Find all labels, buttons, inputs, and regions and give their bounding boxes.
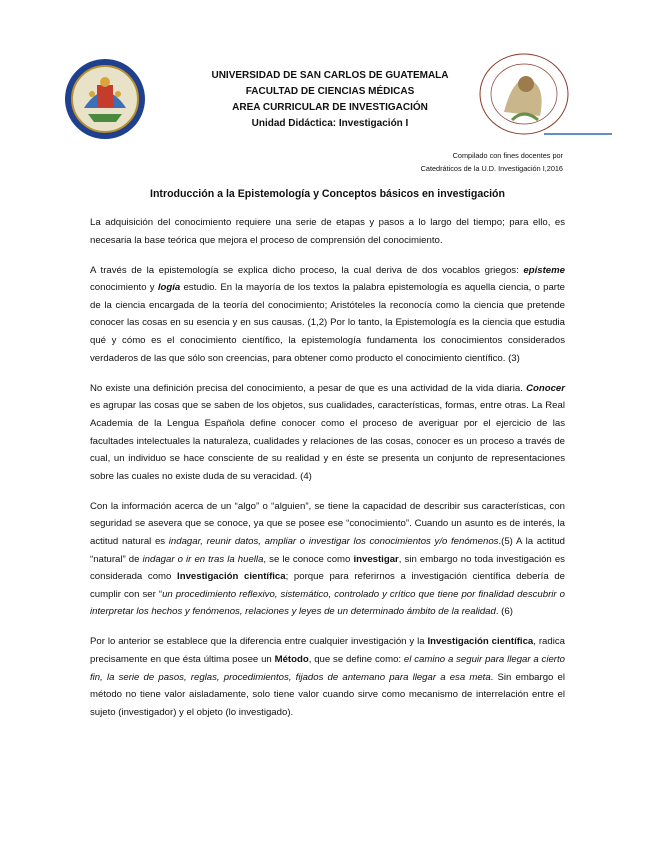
term-investigacion-cientifica: Investigación científica	[177, 571, 286, 583]
paragraph-4: Con la información acerca de un “algo” o “alguien”, se tiene la capacidad de describir sus características, con seguridad se asevera que se conoce, ya que se posee ese “conocimiento”. Cuando un asunto es de interés, la actitud natural es indagar, reunir datos, ampliar o investigar los conocimientos y/o fenómenos.(5) A la actitud “natural” de indagar o ir en tras la huella, se le conoce como investigar, sin embargo no toda investigación es considerada como Investigación científica; porque para referirnos a investigación científica debería de cumplir con ser “un procedimiento reflexivo, sistemático, controlado y crítico que tiene por finalidad descubrir o interpretar los hechos y fenómenos, relaciones y leyes de un determinado ámbito de la realidad. (6)	[90, 500, 566, 618]
faculty-name: FACULTAD DE CIENCIAS MÉDICAS	[245, 86, 415, 97]
institution-header	[160, 68, 500, 132]
faculty-seal-logo	[474, 50, 614, 138]
university-seal-logo	[64, 58, 146, 140]
unit-name: Unidad Didáctica: Investigación I	[251, 118, 409, 129]
term-investigacion-cientifica: Investigación científica	[427, 636, 534, 648]
term-conocer: Conocer	[526, 382, 565, 394]
document-body	[90, 214, 565, 734]
term-episteme: episteme	[523, 264, 565, 276]
area-name: AREA CURRICULAR DE INVESTIGACIÓN	[232, 102, 428, 113]
paragraph-1: La adquisición del conocimiento requiere una serie de etapas y pasos a lo largo del tiempo; para ello, es necesaria la base teórica que mejora el proceso de comprensión del conocimiento.	[90, 217, 565, 246]
paragraph-5: Por lo anterior se establece que la diferencia entre cualquier investigación y la Investigación científica, radica precisamente en que ésta última posee un Método, que se define como: el camino a seguir para llegar a cierto fin, la serie de pasos, reglas, procedimientos, fijados de antemano para llegar a esa meta. Sin embargo el método no tiene valor aisladamente, solo tiene valor cuando sirve como mecanismo de interrelación entre el sujeto (investigador) y el objeto (lo investigado).	[90, 636, 566, 718]
compiled-line-2: Catedráticos de la U.D. Investigación I,2016	[420, 163, 563, 173]
university-name: UNIVERSIDAD DE SAN CARLOS DE GUATEMALA	[211, 70, 449, 81]
paragraph-2: A través de la epistemología se explica dicho proceso, la cual deriva de dos vocablos griegos: episteme conocimiento y logía estudio. En la mayoría de los textos la palabra epistemología es aquella ciencia, o parte de la ciencia encargada de la teoría del conocimiento; Aristóteles la reconocía como la ciencia que pretende conocer las cosas en su esencia y en sus causas. (1,2) Por lo tanto, la Epistemología es la ciencia que estudia qué y cómo es el conocimiento científico, la epistemología fundamenta los conocimientos considerados verdaderos de las que sólo son creencias, para obtener como producto el conocimiento científico. (3)	[90, 264, 565, 364]
document-title: Introducción a la Epistemología y Conceptos básicos en investigación	[150, 188, 505, 200]
term-metodo: Método	[274, 654, 309, 666]
compiled-line-1: Compilado con fines docentes por	[452, 151, 563, 160]
term-logia: logía	[157, 282, 181, 294]
compiled-note	[421, 150, 563, 175]
paragraph-3: No existe una definición precisa del conocimiento, a pesar de que es una actividad de la vida diaria. Conocer es agrupar las cosas que se saben de los objetos, sus cualidades, características, formas, entre otras. La Real Academia de la Lengua Española define conocer como el proceso de averiguar por el ejercicio de las facultades intelectuales la naturaleza, cualidades y relaciones de las cosas, conocer es un proceso a través de cual, un individuo se hace consciente de su realidad y en éste se presenta un conjunto de representaciones sobre las cuales no existe duda de su veracidad. (4)	[90, 382, 565, 482]
term-investigar: investigar	[353, 553, 399, 565]
